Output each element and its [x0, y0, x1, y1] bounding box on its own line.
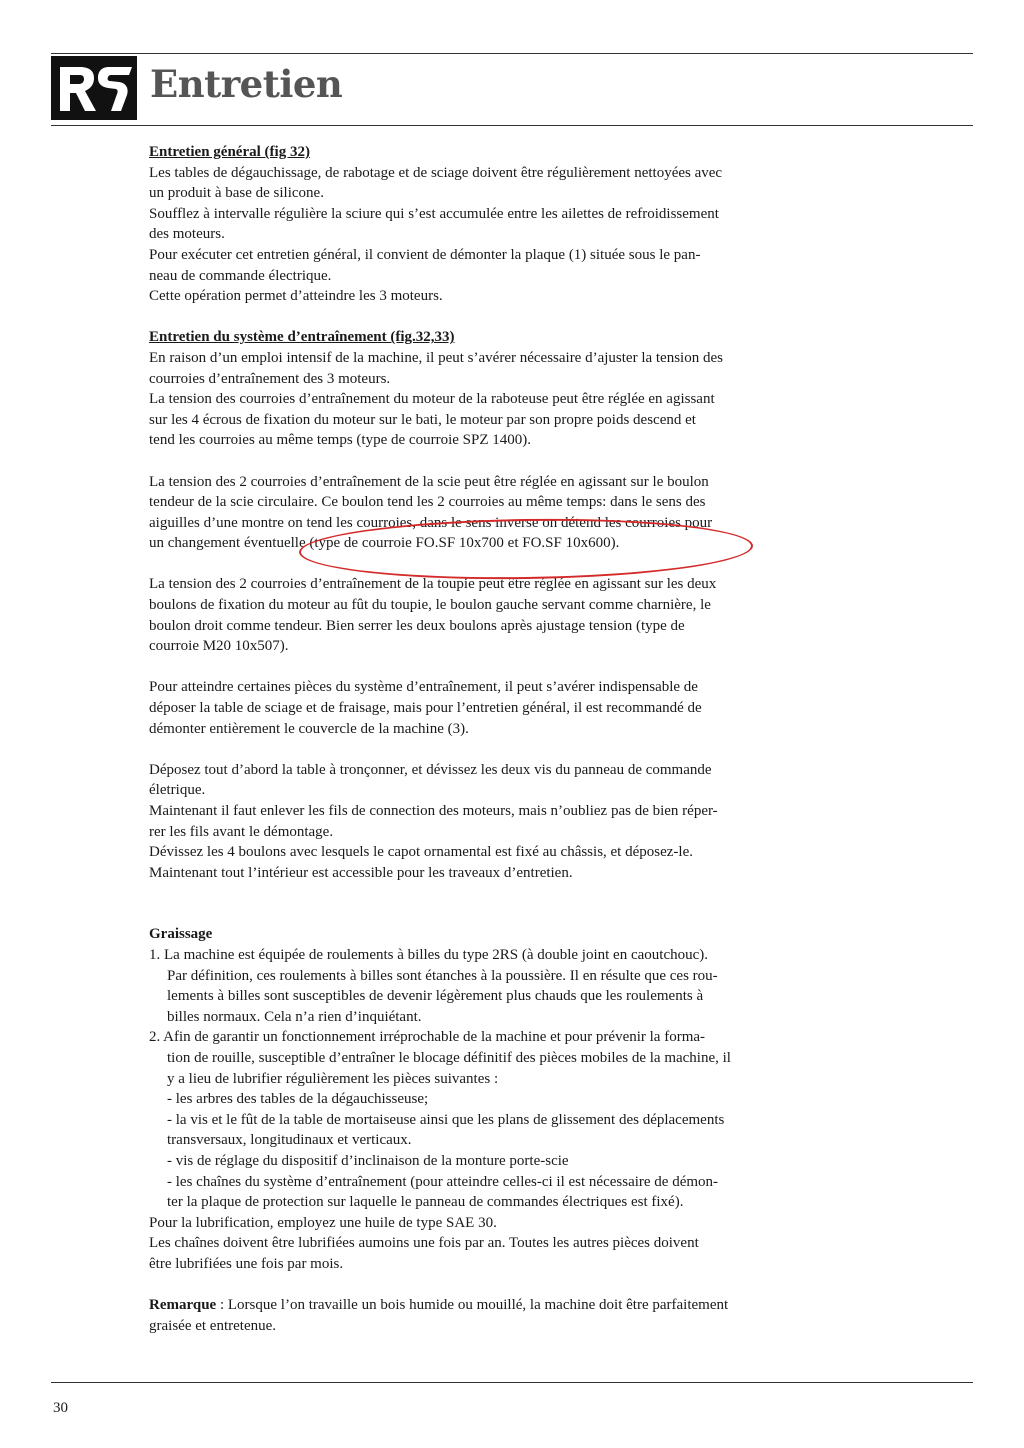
- text-line: billes normaux. Cela n’a rien d’inquiétant.: [167, 1008, 422, 1025]
- text-line: La tension des 2 courroies d’entraînement de la scie peut être réglée en agissant sur le boulon: [149, 473, 709, 490]
- text-line: Par définition, ces roulements à billes sont étanches à la poussière. Il en résulte que ces rou-: [167, 967, 718, 984]
- document-body: [149, 142, 829, 1336]
- text-line: sur les 4 écrous de fixation du moteur sur le bati, le moteur par son propre poids descend et: [149, 411, 696, 428]
- text-line: démonter entièrement le couvercle de la machine (3).: [149, 720, 469, 737]
- text-line: Pour exécuter cet entretien général, il convient de démonter la plaque (1) située sous le pan-: [149, 246, 701, 263]
- text-line: déposer la table de sciage et de fraisage, mais pour l’entretien général, il est recommandé de: [149, 700, 702, 717]
- text-line: La tension des 2 courroies d’entraînement de la toupie peut être réglée en agissant sur les deux: [149, 576, 717, 593]
- text-line: Les tables de dégauchissage, de rabotage et de sciage doivent être régulièrement nettoyées avec: [149, 164, 723, 181]
- text-line: être lubrifiées une fois par mois.: [149, 1255, 344, 1272]
- text-line: y a lieu de lubrifier régulièrement les pièces suivantes :: [167, 1070, 499, 1087]
- text-line: - les chaînes du système d’entraînement (pour atteindre celles-ci il est nécessaire de démon-: [167, 1173, 719, 1190]
- list-item-1: 1. La machine est équipée de roulements à billes du type 2RS (à double joint en caoutchouc).: [149, 946, 708, 963]
- text-line: transversaux, longitudinaux et verticaux.: [167, 1132, 412, 1149]
- rs-logo: [51, 56, 137, 120]
- text-line: graisée et entretenue.: [149, 1317, 277, 1334]
- section-heading-lubrication: Graissage: [149, 926, 213, 943]
- text-line: Les chaînes doivent être lubrifiées aumoins une fois par an. Toutes les autres pièces doivent: [149, 1235, 699, 1252]
- page-number: 30: [53, 1400, 68, 1416]
- list-item-2: 2. Afin de garantir un fonctionnement irréprochable de la machine et pour prévenir la forma-: [149, 1029, 706, 1046]
- text-line: Dévissez les 4 boulons avec lesquels le capot ornamental est fixé au châssis, et déposez-le.: [149, 844, 693, 861]
- text-line: életrique.: [149, 782, 206, 799]
- text-line: aiguilles d’une montre on tend les courroies, dans le sens inverse on détend les courroies pour: [149, 514, 713, 531]
- text-line: un produit à base de silicone.: [149, 185, 324, 202]
- text-line: rer les fils avant le démontage.: [149, 823, 334, 840]
- remark-text: : Lorsque l’on travaille un bois humide ou mouillé, la machine doit être parfaitement: [216, 1297, 729, 1314]
- text-line: neau de commande électrique.: [149, 267, 332, 284]
- top-rule: [51, 53, 973, 54]
- section-heading-drive: Entretien du système d’entraînement (fig.32,33): [149, 329, 455, 346]
- text-line: Maintenant il faut enlever les fils de connection des moteurs, mais n’oubliez pas de bien réper-: [149, 803, 718, 819]
- header-rule: [51, 125, 973, 126]
- text-line: En raison d’un emploi intensif de la machine, il peut s’avérer nécessaire d’ajuster la tension des: [149, 349, 723, 366]
- text-line: un changement éventuelle (type de courroie FO.SF 10x700 et FO.SF 10x600).: [149, 535, 620, 552]
- text-line: Maintenant tout l’intérieur est accessible pour les traveaux d’entretien.: [149, 864, 573, 881]
- rs-logo-icon: [54, 59, 134, 117]
- text-line: ter la plaque de protection sur laquelle le panneau de commandes électriques est fixé).: [167, 1194, 684, 1211]
- text-line: Soufflez à intervalle régulière la sciure qui s’est accumulée entre les ailettes de refroidissement: [149, 205, 719, 222]
- section-heading-general: Entretien général (fig 32): [149, 144, 310, 160]
- text-line: Pour la lubrification, employez une huile de type SAE 30.: [149, 1214, 497, 1231]
- remark-label: Remarque: [149, 1297, 217, 1314]
- text-line: Pour atteindre certaines pièces du système d’entraînement, il peut s’avérer indispensable de: [149, 679, 698, 696]
- text-line: Déposez tout d’abord la table à tronçonner, et dévissez les deux vis du panneau de commande: [149, 761, 712, 778]
- text-line: tendeur de la scie circulaire. Ce boulon tend les 2 courroies au même temps: dans le sens des: [149, 494, 706, 511]
- remark-line: [149, 1295, 829, 1316]
- text-line: La tension des courroies d’entraînement du moteur de la raboteuse peut être réglée en agissant: [149, 391, 715, 408]
- text-line: boulons de fixation du moteur au fût du toupie, le boulon gauche servant comme charnière, le: [149, 597, 711, 614]
- text-line: - les arbres des tables de la dégauchisseuse;: [167, 1091, 429, 1108]
- text-line: courroie M20 10x507).: [149, 638, 289, 655]
- text-line: boulon droit comme tendeur. Bien serrer les deux boulons après ajustage tension (type de: [149, 617, 685, 634]
- text-line: - la vis et le fût de la table de mortaiseuse ainsi que les plans de glissement des déplacements: [167, 1111, 725, 1128]
- text-line: - vis de réglage du dispositif d’inclinaison de la monture porte-scie: [167, 1152, 569, 1169]
- text-line: tion de rouille, susceptible d’entraîner le blocage définitif des pièces mobiles de la machine, il: [167, 1049, 731, 1066]
- text-line: tend les courroies au même temps (type de courroie SPZ 1400).: [149, 432, 531, 449]
- text-line: courroies d’entraînement des 3 moteurs.: [149, 370, 391, 387]
- footer-rule: [51, 1382, 973, 1383]
- text-line: Cette opération permet d’atteindre les 3 moteurs.: [149, 288, 443, 305]
- text-line: des moteurs.: [149, 226, 225, 243]
- page-title: Entretien: [150, 62, 343, 106]
- text-line: lements à billes sont susceptibles de devenir légèrement plus chauds que les roulements à: [167, 988, 704, 1005]
